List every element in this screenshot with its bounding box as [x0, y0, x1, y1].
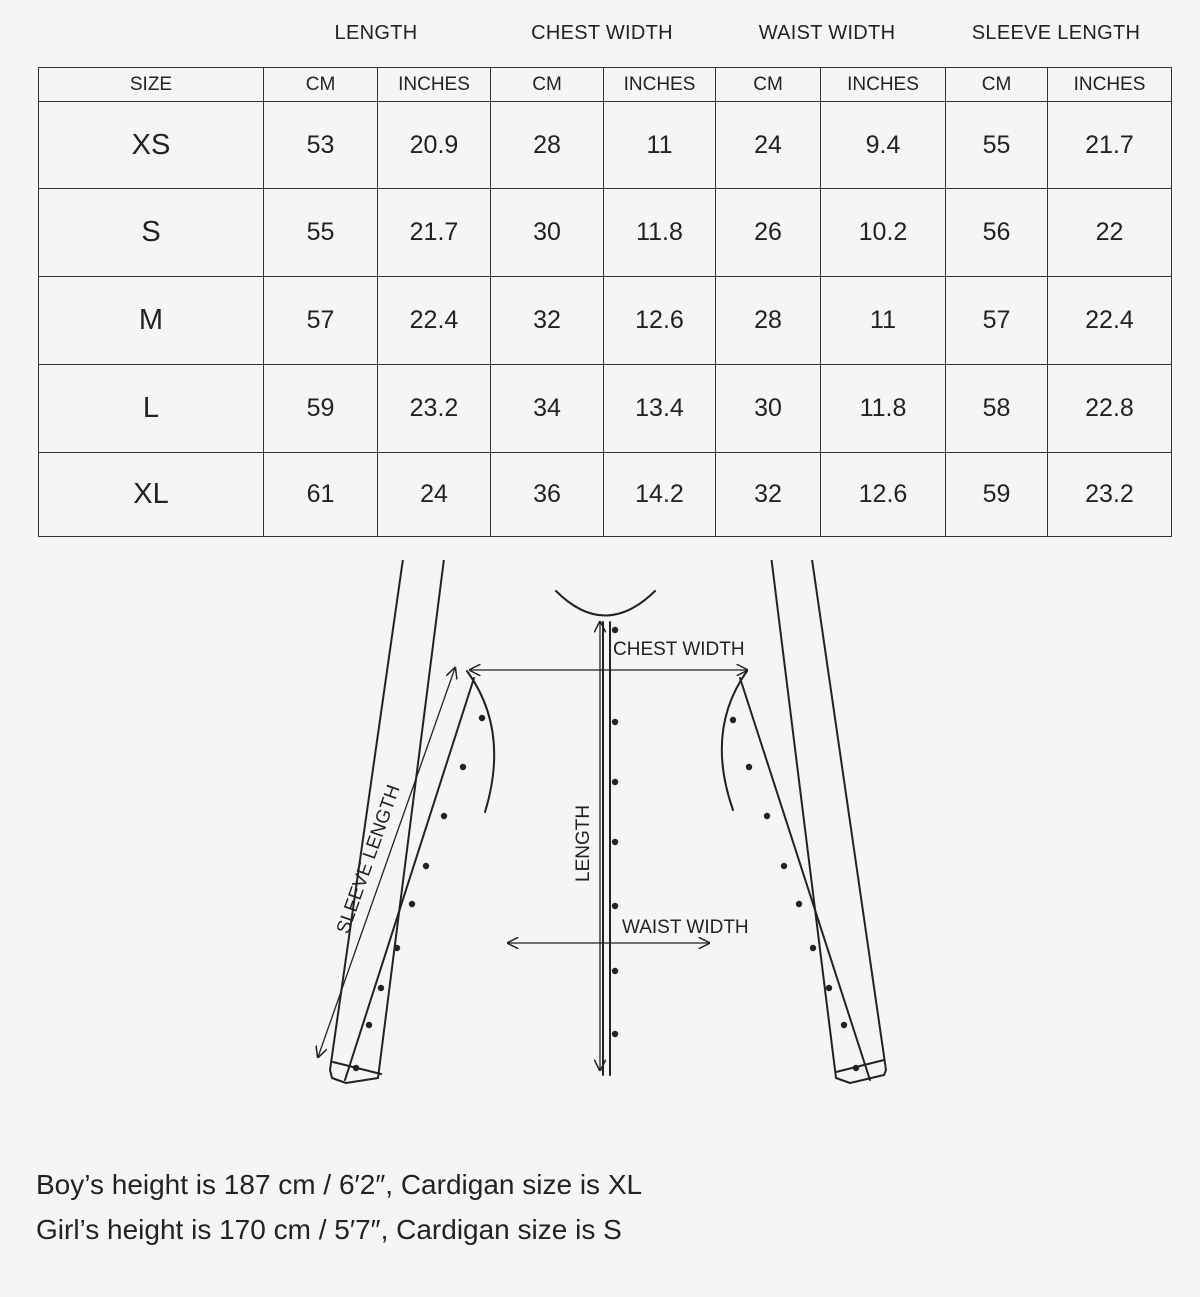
front-button	[612, 839, 618, 845]
waist-inches-cell: 11.8	[821, 365, 946, 453]
waist-cm-cell: 28	[716, 277, 821, 365]
boy-height-note: Boy’s height is 187 cm / 6′2″, Cardigan size is XL	[36, 1169, 643, 1200]
front-button	[612, 1031, 618, 1037]
length-inches-cell: 21.7	[378, 189, 491, 277]
sleeve-cm-cell: 59	[946, 453, 1048, 537]
column-header-row	[39, 68, 1172, 102]
front-button	[612, 719, 618, 725]
length-inches-cell: 22.4	[378, 277, 491, 365]
size-cell: S	[39, 189, 264, 277]
front-button	[612, 903, 618, 909]
column-header-length-inches: INCHES	[378, 68, 491, 102]
right-sleeve-button	[853, 1065, 859, 1071]
length-cm-cell: 57	[264, 277, 378, 365]
left-sleeve-button	[394, 945, 400, 951]
table-group-headers	[0, 0, 1200, 68]
right-sleeve-button	[764, 813, 770, 819]
length-label: LENGTH	[573, 804, 594, 882]
sleeve-inches-cell: 22	[1048, 189, 1172, 277]
sleeve-cm-cell: 55	[946, 102, 1048, 189]
length-inches-cell: 20.9	[378, 102, 491, 189]
column-header-chest-inches: INCHES	[604, 68, 716, 102]
chest-cm-cell: 32	[491, 277, 604, 365]
column-header-sleeve-inches: INCHES	[1048, 68, 1172, 102]
size-chart-table	[38, 67, 1172, 537]
table-row	[39, 277, 1172, 365]
waist-width-label: WAIST WIDTH	[622, 917, 749, 938]
waist-inches-cell: 12.6	[821, 453, 946, 537]
chest-width-label: CHEST WIDTH	[613, 639, 745, 660]
sleeve-cm-cell: 57	[946, 277, 1048, 365]
right-sleeve-button	[810, 945, 816, 951]
size-cell: XL	[39, 453, 264, 537]
front-button	[612, 779, 618, 785]
chest-cm-cell: 34	[491, 365, 604, 453]
chest-cm-cell: 28	[491, 102, 604, 189]
sleeve-inches-cell: 21.7	[1048, 102, 1172, 189]
buttons	[353, 627, 859, 1071]
front-button	[612, 627, 618, 633]
cardigan-measurement-diagram	[0, 560, 1200, 1120]
waist-cm-cell: 24	[716, 102, 821, 189]
length-cm-cell: 59	[264, 365, 378, 453]
right-sleeve-button	[781, 863, 787, 869]
column-header-length-cm: CM	[264, 68, 378, 102]
table-row	[39, 189, 1172, 277]
girl-height-note: Girl’s height is 170 cm / 5′7″, Cardigan size is S	[36, 1214, 622, 1245]
waist-inches-cell: 10.2	[821, 189, 946, 277]
chest-cm-cell: 30	[491, 189, 604, 277]
waist-cm-cell: 30	[716, 365, 821, 453]
table-row	[39, 453, 1172, 537]
right-sleeve-button	[826, 985, 832, 991]
chest-inches-cell: 13.4	[604, 365, 716, 453]
front-button	[612, 968, 618, 974]
left-sleeve-button	[423, 863, 429, 869]
left-armhole	[467, 671, 494, 812]
column-header-waist-inches: INCHES	[821, 68, 946, 102]
cardigan-illustration	[0, 560, 1200, 1120]
group-header-sleeve-length: SLEEVE LENGTH	[971, 22, 1141, 44]
column-header-chest-cm: CM	[491, 68, 604, 102]
length-cm-cell: 61	[264, 453, 378, 537]
length-inches-cell: 23.2	[378, 365, 491, 453]
chest-inches-cell: 12.6	[604, 277, 716, 365]
size-cell: L	[39, 365, 264, 453]
chest-cm-cell: 36	[491, 453, 604, 537]
left-sleeve-button	[378, 985, 384, 991]
sleeve-inches-cell: 22.8	[1048, 365, 1172, 453]
group-header-chest-width: CHEST WIDTH	[531, 22, 673, 44]
chest-inches-cell: 14.2	[604, 453, 716, 537]
left-sleeve-button	[409, 901, 415, 907]
group-header-length: LENGTH	[334, 22, 418, 44]
length-cm-cell: 53	[264, 102, 378, 189]
waist-inches-cell: 9.4	[821, 102, 946, 189]
size-cell: XS	[39, 102, 264, 189]
left-sleeve-button	[460, 764, 466, 770]
sleeve-inches-cell: 22.4	[1048, 277, 1172, 365]
column-header-size: SIZE	[39, 68, 264, 102]
length-inches-cell: 24	[378, 453, 491, 537]
group-header-waist-width: WAIST WIDTH	[758, 22, 896, 44]
sleeve-length-label: SLEEVE LENGTH	[332, 782, 405, 937]
sleeve-cm-cell: 58	[946, 365, 1048, 453]
length-cm-cell: 55	[264, 189, 378, 277]
waist-cm-cell: 32	[716, 453, 821, 537]
chest-inches-cell: 11	[604, 102, 716, 189]
left-sleeve-button	[441, 813, 447, 819]
sleeve-inches-cell: 23.2	[1048, 453, 1172, 537]
column-header-sleeve-cm: CM	[946, 68, 1048, 102]
collar	[556, 591, 655, 616]
column-header-waist-cm: CM	[716, 68, 821, 102]
table-row	[39, 365, 1172, 453]
right-cuff	[836, 1060, 884, 1072]
left-sleeve-button	[366, 1022, 372, 1028]
left-sleeve-button	[353, 1065, 359, 1071]
right-sleeve-button	[796, 901, 802, 907]
waist-cm-cell: 26	[716, 189, 821, 277]
table-row	[39, 102, 1172, 189]
sleeve-length-arrow	[318, 668, 455, 1057]
right-sleeve-button	[841, 1022, 847, 1028]
right-sleeve-stripe	[740, 678, 870, 1080]
chest-inches-cell: 11.8	[604, 189, 716, 277]
right-sleeve-button	[746, 764, 752, 770]
right-armhole	[722, 671, 747, 810]
right-sleeve-button	[730, 717, 736, 723]
left-sleeve-button	[479, 715, 485, 721]
sleeve-cm-cell: 56	[946, 189, 1048, 277]
model-size-notes	[36, 1162, 642, 1252]
size-cell: M	[39, 277, 264, 365]
waist-inches-cell: 11	[821, 277, 946, 365]
garment-outline	[330, 560, 886, 1083]
